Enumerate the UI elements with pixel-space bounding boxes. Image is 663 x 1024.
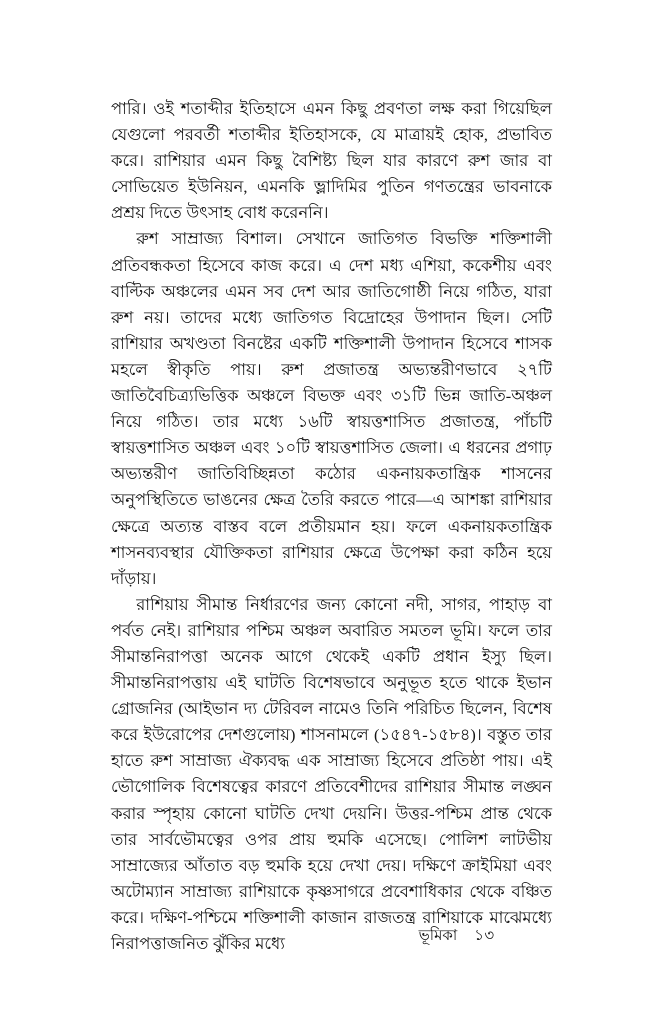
footer-page-number: ১৩	[474, 928, 495, 944]
body-paragraph-1: পারি। ওই শতাব্দীর ইতিহাসে এমন কিছু প্রবণতা লক্ষ করা গিয়েছিল যেগুলো পরবর্তী শতাব্দীর ইতিহাসকে, যে মাত্রায়ই হোক, প্রভাবিত করে। রাশিয়ার এমন কিছু বৈশিষ্ট্য ছিল যার কারণে রুশ জার বা সোভিয়েত ইউনিয়ন, এমনকি ভ্লাদিমির পুতিন গণতন্ত্রের ভাবনাকে প্রশ্রয় দিতে উৎসাহ বোধ করেননি।	[111, 99, 552, 223]
footer-chapter-label: ভূমিকা	[418, 928, 458, 944]
body-paragraph-3: রাশিয়ায় সীমান্ত নির্ধারণের জন্য কোনো নদী, সাগর, পাহাড় বা পর্বত নেই। রাশিয়ার পশ্চিম অঞ্চল অবারিত সমতল ভূমি। ফলে তার সীমান্তনিরাপত্তা অনেক আগে থেকেই একটি প্রধান ইস্যু ছিল। সীমান্তনিরাপত্তায় এই ঘাটতি বিশেষভাবে অনুভূত হতে থাকে ইভান গ্রোজনির (আইভান দ্য টেরিবল নামেও তিনি পরিচিত ছিলেন, বিশেষ করে ইউরোপের দেশগুলোয়) শাসনামলে (১৫৪৭-১৫৮৪)। বস্তুত তার হাতে রুশ সাম্রাজ্য ঐক্যবদ্ধ এক সাম্রাজ্য হিসেবে প্রতিষ্ঠা পায়। এই ভৌগোলিক বিশেষত্বের কারণে প্রতিবেশীদের রাশিয়ার সীমান্ত লঙ্ঘন করার স্পৃহায় কোনো ঘাটতি দেখা দেয়নি। উত্তর-পশ্চিম প্রান্ত থেকে তার সার্বভৌমত্বের ওপর প্রায় হুমকি এসেছে। পোলিশ লাটভীয় সাম্রাজ্যের আঁতাত বড় হুমকি হয়ে দেখা দেয়। দক্ষিণে ক্রাইমিয়া এবং অটোম্যান সাম্রাজ্য রাশিয়াকে কৃষ্ণসাগরে প্রবেশাধিকার থেকে বঞ্চিত করে। দক্ষিণ-পশ্চিমে শক্তিশালী কাজান রাজতন্ত্র রাশিয়াকে মাঝেমধ্যে নিরাপত্তাজনিত ঝুঁকির মধ্যে	[111, 594, 552, 953]
page-text-block	[111, 96, 552, 957]
body-paragraph-2: রুশ সাম্রাজ্য বিশাল। সেখানে জাতিগত বিভক্তি শক্তিশালী প্রতিবন্ধকতা হিসেবে কাজ করে। এ দেশ মধ্য এশিয়া, ককেশীয় এবং বাল্টিক অঞ্চলের এমন সব দেশ আর জাতিগোষ্ঠী নিয়ে গঠিত, যারা রুশ নয়। তাদের মধ্যে জাতিগত বিদ্রোহের উপাদান ছিল। সেটি রাশিয়ার অখণ্ডতা বিনষ্টের একটি শক্তিশালী উপাদান হিসেবে শাসক মহলে স্বীকৃতি পায়। রুশ প্রজাতন্ত্র অভ্যন্তরীণভাবে ২৭টি জাতিবৈচিত্র্যভিত্তিক অঞ্চলে বিভক্ত এবং ৩১টি ভিন্ন জাতি-অঞ্চল নিয়ে গঠিত। তার মধ্যে ১৬টি স্বায়ত্তশাসিত প্রজাতন্ত্র, পাঁচটি স্বায়ত্তশাসিত অঞ্চল এবং ১০টি স্বায়ত্তশাসিত জেলা। এ ধরনের প্রগাঢ় অভ্যন্তরীণ জাতিবিচ্ছিন্নতা কঠোর একনায়কতান্ত্রিক শাসনের অনুপস্থিতিতে ভাঙনের ক্ষেত্র তৈরি করতে পারে—এ আশঙ্কা রাশিয়ার ক্ষেত্রে অত্যন্ত বাস্তব বলে প্রতীয়মান হয়। ফলে একনায়কতান্ত্রিক শাসনব্যবস্থার যৌক্তিকতা রাশিয়ার ক্ষেত্রে উপেক্ষা করা কঠিন হয়ে দাঁড়ায়।	[111, 229, 552, 588]
page-footer	[0, 926, 663, 946]
footer-inner	[419, 926, 495, 946]
